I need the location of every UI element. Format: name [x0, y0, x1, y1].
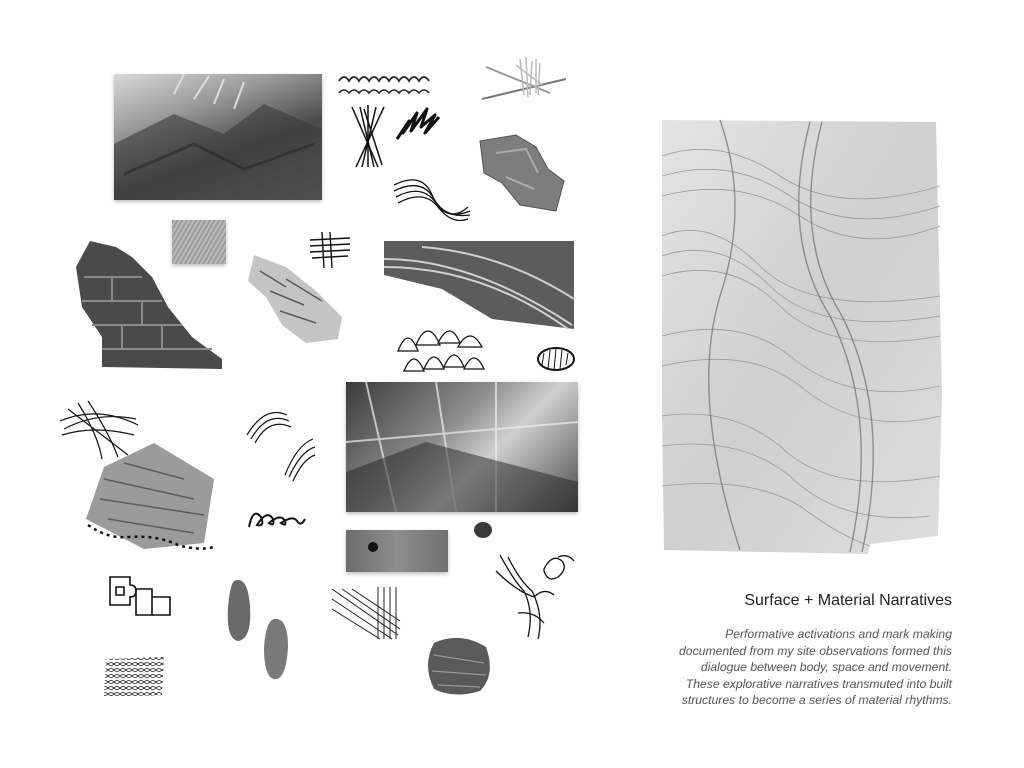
charcoal-smudge-drawing: [84, 439, 218, 555]
caption-line: structures to become a series of material rhythms.: [681, 693, 952, 708]
caption-title: Surface + Material Narratives: [744, 592, 952, 609]
puzzle-shape-sketch: [108, 575, 172, 619]
brick-wall-cutout: [72, 237, 232, 372]
caption-line: These explorative narratives transmuted into built: [685, 676, 952, 691]
stone-relief-cutout: [476, 133, 566, 213]
dark-dot: [474, 522, 492, 538]
cliff-photo: [114, 74, 322, 200]
pebble-shapes: [226, 577, 298, 683]
metal-plate-photo: [346, 530, 448, 572]
hatched-square-sketch: [328, 585, 404, 641]
wave-line-sketch: [337, 73, 437, 99]
oval-stroke-sketch: [536, 345, 576, 373]
caption-line: documented from my site observations formed this: [679, 643, 952, 658]
caption-line: dialogue between body, space and movement.: [700, 660, 952, 675]
relief-model-render: [660, 116, 944, 554]
fanned-sticks-sketch: [348, 105, 388, 169]
scalloped-pattern-sketch: [394, 321, 490, 373]
string-bundle-sketch: [480, 55, 570, 107]
round-texture-blob: [424, 635, 494, 697]
curved-structure-photo: [382, 239, 576, 331]
scribble-knot-sketch: [395, 105, 441, 141]
building-interior-texture: [346, 382, 578, 512]
root-scribble-sketch: [494, 551, 576, 641]
mesh-pattern-sketch: [102, 655, 168, 699]
curved-lines-sketch: [392, 175, 472, 221]
cross-hatch-sketch: [308, 230, 352, 270]
building-interior-photo: [346, 382, 578, 512]
folded-paper-relief-model: [660, 116, 944, 554]
caption-body: [592, 626, 952, 709]
loop-scribble-sketch: [247, 505, 307, 531]
curl-sketch: [245, 405, 317, 485]
cliff-photo-texture: [114, 74, 322, 200]
caption-line: Performative activations and mark making: [725, 627, 952, 641]
plate-hole: [368, 542, 378, 552]
collage-area: [50, 55, 610, 715]
